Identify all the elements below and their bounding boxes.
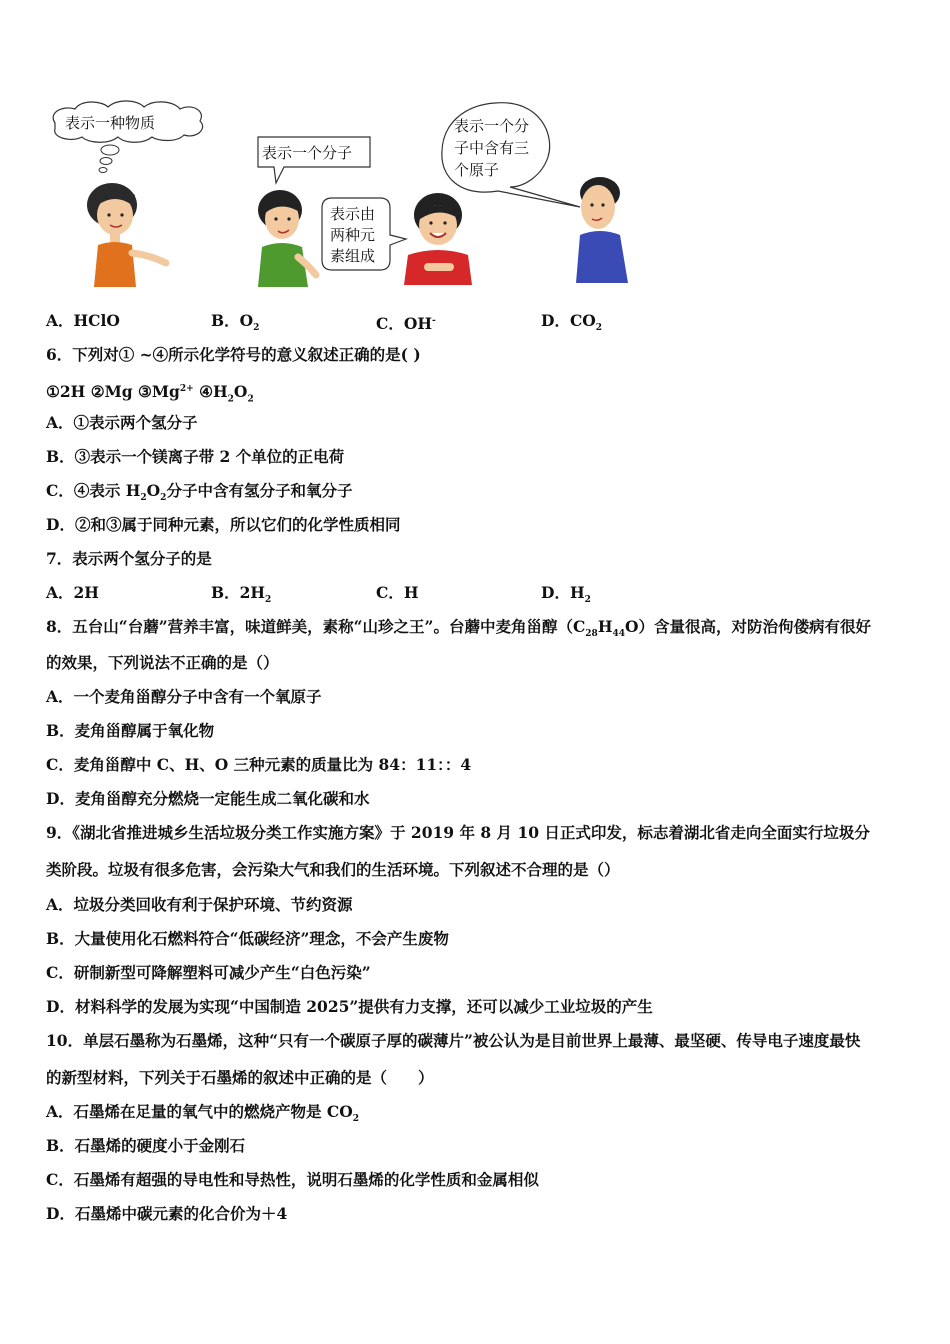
bubble1-text: 表示一种物质 bbox=[65, 114, 156, 132]
q8-option-d: D．麦角甾醇充分燃烧一定能生成二氧化碳和水 bbox=[46, 789, 370, 808]
q10-option-c: C．石墨烯有超强的导电性和导热性，说明石墨烯的化学性质和金属相似 bbox=[46, 1170, 539, 1189]
man-blue-figure bbox=[576, 177, 628, 283]
q8-stem-p2: H bbox=[597, 617, 613, 636]
bubble3-line2: 两种元 bbox=[330, 226, 376, 244]
thought-bubble-1 bbox=[53, 101, 202, 173]
q10-a-sub: 2 bbox=[352, 1114, 360, 1125]
speech-bubble-2 bbox=[258, 137, 370, 183]
q8-option-b: B．麦角甾醇属于氧化物 bbox=[46, 721, 215, 740]
q9-option-b: B．大量使用化石燃料符合“低碳经济”理念，不会产生废物 bbox=[46, 929, 449, 948]
q7-b-p1: B．2H bbox=[211, 583, 266, 602]
q5-a-label: A． bbox=[46, 311, 74, 330]
q7-stem: 7．表示两个氢分子的是 bbox=[46, 549, 212, 568]
cartoon-illustration bbox=[40, 95, 640, 295]
q8-option-c: C．麦角甾醇中 C、H、O 三种元素的质量比为 84：11：：4 bbox=[46, 755, 472, 774]
q7-option-c: C．H bbox=[376, 583, 419, 602]
q6-option-d: D．②和③属于同种元素，所以它们的化学性质相同 bbox=[46, 515, 401, 534]
bubble4-line1: 表示一个分 bbox=[454, 117, 530, 135]
q10-a-p1: A．石墨烯在足量的氧气中的燃烧产物是 CO bbox=[46, 1102, 353, 1121]
q8-stem-line2: 的效果，下列说法不正确的是（） bbox=[46, 653, 279, 672]
q6-symbols-p3: O bbox=[233, 382, 248, 402]
q8-stem-sub1: 28 bbox=[585, 629, 598, 640]
q9-option-a: A．垃圾分类回收有利于保护环境、节约资源 bbox=[46, 895, 353, 914]
q8-stem-p1: 8．五台山“台蘑”营养丰富，味道鲜美，素称“山珍之王”。台蘑中麦角甾醇（C bbox=[46, 617, 586, 636]
bubble4-line2: 子中含有三 bbox=[454, 139, 530, 157]
q6-symbols-p1: ①2H ②Mg ③Mg bbox=[46, 382, 180, 402]
q10-stem-line1: 10．单层石墨称为石墨烯，这种“只有一个碳原子厚的碳薄片”被公认为是目前世界上最薄、最坚硬、传导电子速度最快 bbox=[46, 1031, 861, 1050]
q5-option-a bbox=[46, 311, 120, 331]
q6-symbols-sup: 2+ bbox=[179, 384, 194, 394]
q9-option-d: D．材料科学的发展为实现“中国制造 2025”提供有力支撑，还可以减少工业垃圾的产生 bbox=[46, 997, 653, 1016]
q6-c-sub1: 2 bbox=[140, 493, 147, 504]
q5-option-b bbox=[211, 311, 259, 338]
q10-option-b: B．石墨烯的硬度小于金刚石 bbox=[46, 1136, 246, 1155]
q9-stem-line2: 类阶段。垃圾有很多危害，会污染大气和我们的生活环境。下列叙述不合理的是（） bbox=[46, 860, 620, 879]
q9-option-c: C．研制新型可降解塑料可减少产生“白色污染” bbox=[46, 963, 371, 982]
q7-b-sub: 2 bbox=[265, 595, 272, 606]
bubble2-text: 表示一个分子 bbox=[262, 144, 353, 162]
q10-option-a bbox=[46, 1102, 359, 1129]
q6-stem: 6．下列对① ~④所示化学符号的意义叙述正确的是( ) bbox=[46, 345, 421, 364]
bubble3-line3: 素组成 bbox=[330, 247, 376, 265]
q6-c-p1: C．④表示 H bbox=[46, 481, 141, 500]
q6-option-a: A．①表示两个氢分子 bbox=[46, 413, 198, 432]
q10-option-d: D．石墨烯中碳元素的化合价为＋4 bbox=[46, 1204, 288, 1223]
q7-option-d bbox=[541, 583, 591, 610]
q6-c-p3: 分子中含有氢分子和氧分子 bbox=[166, 481, 353, 500]
bubble3-line1: 表示由 bbox=[330, 205, 376, 223]
q8-stem-p3: O）含量很高，对防治佝偻病有很好 bbox=[625, 617, 872, 636]
q5-b-sub: 2 bbox=[253, 323, 260, 334]
q6-symbols bbox=[46, 379, 254, 409]
q7-d-sub: 2 bbox=[584, 595, 591, 606]
q5-c-text: OH bbox=[403, 314, 432, 334]
q7-d-p1: D．H bbox=[541, 583, 585, 602]
q5-d-text: CO bbox=[569, 311, 596, 330]
speech-bubble-3 bbox=[322, 198, 406, 270]
boy-red-figure bbox=[404, 193, 472, 285]
q5-d-sub: 2 bbox=[595, 323, 603, 334]
speech-bubble-4 bbox=[442, 103, 580, 207]
q9-stem-line1: 9．《湖北省推进城乡生活垃圾分类工作实施方案》于 2019 年 8 月 10 日正式印发，标志着湖北省走向全面实行垃圾分 bbox=[46, 823, 870, 842]
q10-stem-line2: 的新型材料，下列关于石墨烯的叙述中正确的是（ ） bbox=[46, 1068, 434, 1087]
boy-green-figure bbox=[258, 190, 316, 287]
q5-b-label: B． bbox=[211, 311, 240, 330]
q8-stem-sub2: 44 bbox=[612, 629, 626, 640]
q5-c-label: C． bbox=[376, 314, 404, 334]
q5-option-c bbox=[376, 311, 436, 334]
q5-d-label: D． bbox=[541, 311, 570, 330]
q6-symbols-sub1: 2 bbox=[227, 394, 234, 405]
q8-stem-line1 bbox=[46, 617, 871, 644]
q6-c-p2: O bbox=[146, 481, 161, 500]
q6-symbols-p2: ④H bbox=[193, 382, 228, 402]
girl-figure bbox=[87, 183, 166, 287]
q5-c-sup: - bbox=[432, 316, 436, 326]
q7-option-a: A．2H bbox=[46, 583, 99, 602]
q6-option-c bbox=[46, 481, 352, 508]
q6-symbols-sub2: 2 bbox=[247, 394, 254, 405]
q7-option-b bbox=[211, 583, 271, 610]
q5-b-text: O bbox=[239, 311, 254, 330]
q6-option-b: B．③表示一个镁离子带 2 个单位的正电荷 bbox=[46, 447, 345, 466]
q5-a-text: HClO bbox=[73, 311, 120, 330]
q8-option-a: A．一个麦角甾醇分子中含有一个氧原子 bbox=[46, 687, 322, 706]
q6-c-sub2: 2 bbox=[160, 493, 167, 504]
bubble4-line3: 个原子 bbox=[454, 161, 500, 179]
q5-option-d bbox=[541, 311, 602, 338]
